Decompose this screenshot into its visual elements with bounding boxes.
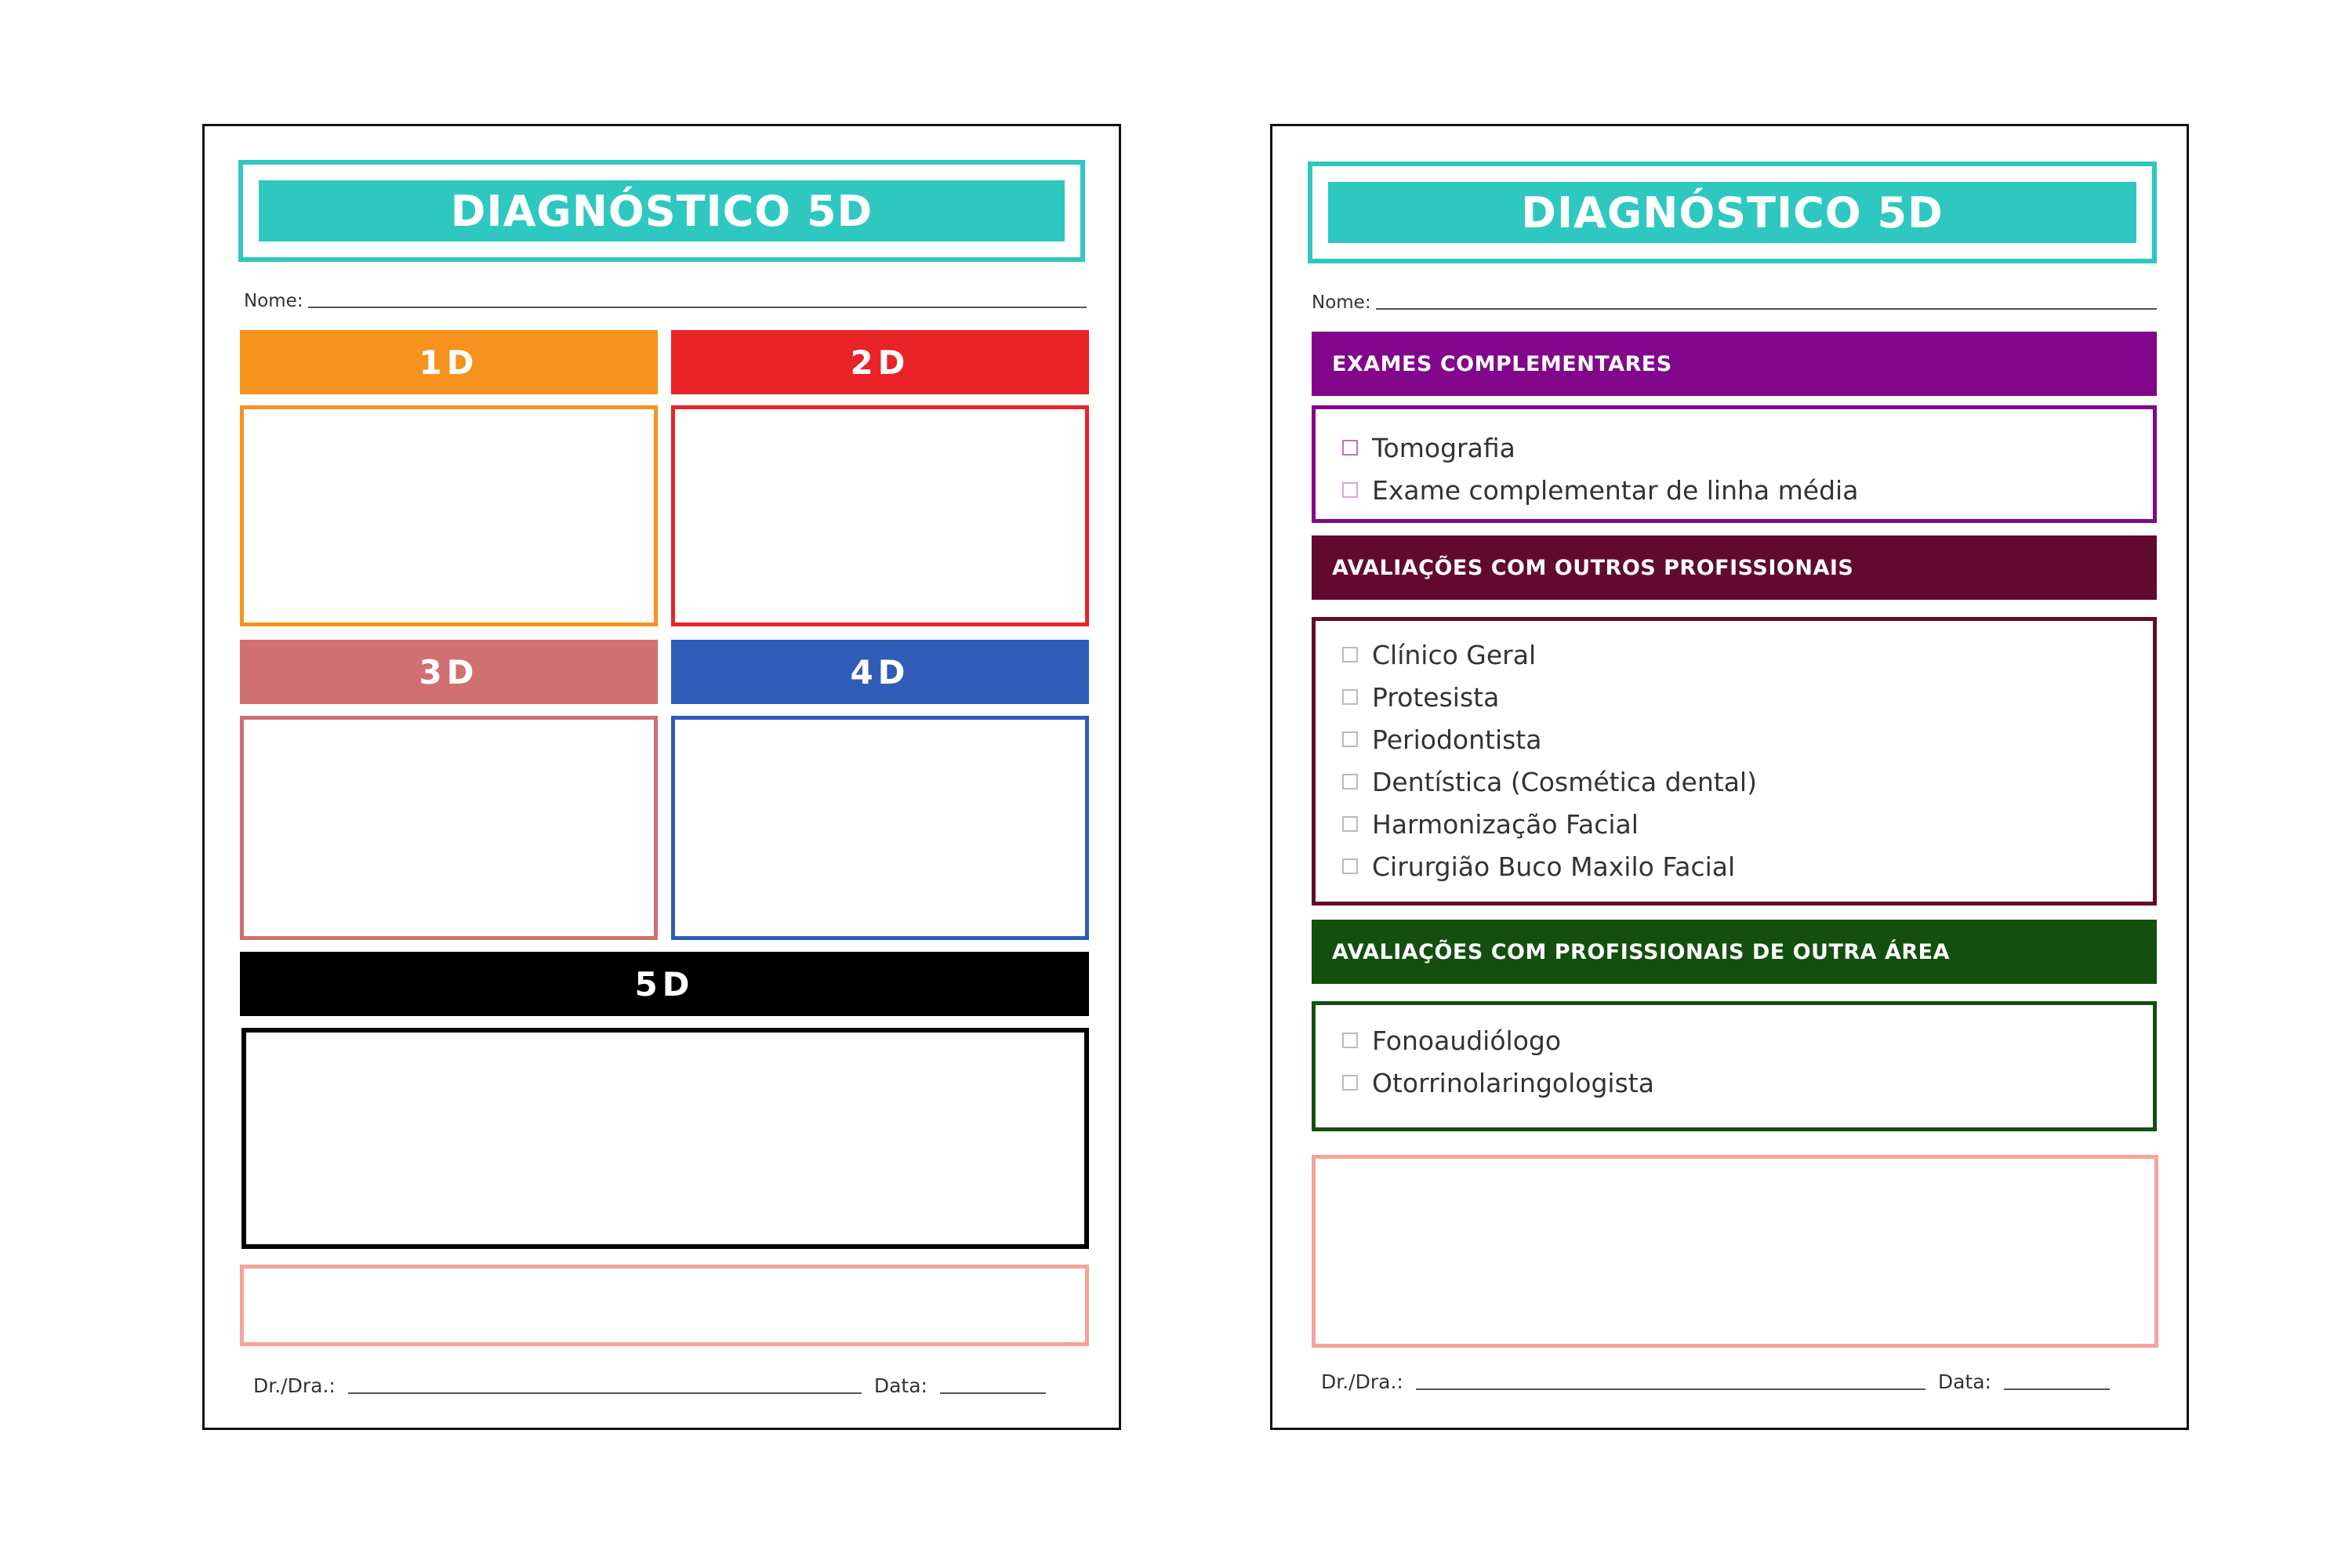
item-label: Protesista bbox=[1372, 681, 1500, 713]
outros-header: AVALIAÇÕES COM OUTROS PROFISSIONAIS bbox=[1312, 535, 2157, 600]
diagnostico-page-right bbox=[1270, 124, 2189, 1430]
checkbox[interactable] bbox=[1342, 482, 1358, 498]
doctor-label: Dr./Dra.: bbox=[253, 1374, 336, 1397]
name-field[interactable] bbox=[308, 307, 1087, 308]
footer bbox=[253, 1369, 1076, 1397]
item-label: Harmonização Facial bbox=[1372, 808, 1639, 840]
section-4d-box[interactable] bbox=[671, 716, 1089, 940]
section-1d-box[interactable] bbox=[240, 405, 658, 626]
section-4d-header: 4D bbox=[671, 640, 1089, 704]
checkbox[interactable] bbox=[1342, 731, 1358, 747]
title-frame bbox=[1308, 162, 2157, 263]
footer bbox=[1321, 1365, 2144, 1393]
checklist-item[interactable] bbox=[1342, 1019, 2153, 1062]
checkbox[interactable] bbox=[1342, 858, 1358, 874]
doctor-field[interactable] bbox=[1416, 1388, 1926, 1390]
outra-area-header: AVALIAÇÕES COM PROFISSIONAIS DE OUTRA ÁREA bbox=[1312, 920, 2157, 984]
item-label: Clínico Geral bbox=[1372, 639, 1537, 670]
checkbox[interactable] bbox=[1342, 1033, 1358, 1048]
checklist-item[interactable] bbox=[1342, 803, 2153, 845]
outra-area-box bbox=[1312, 1001, 2157, 1131]
section-5d-header: 5D bbox=[240, 952, 1089, 1016]
checkbox[interactable] bbox=[1342, 816, 1358, 832]
exames-header: EXAMES COMPLEMENTARES bbox=[1312, 332, 2157, 396]
checkbox[interactable] bbox=[1342, 689, 1358, 705]
notes-box[interactable] bbox=[240, 1265, 1089, 1346]
name-field[interactable] bbox=[1376, 308, 2157, 310]
section-2d-box[interactable] bbox=[671, 405, 1089, 626]
page-title: DIAGNÓSTICO 5D bbox=[1328, 182, 2136, 243]
doctor-field[interactable] bbox=[348, 1392, 862, 1394]
name-row bbox=[1312, 285, 2157, 313]
doctor-label: Dr./Dra.: bbox=[1321, 1370, 1403, 1393]
date-label: Data: bbox=[1937, 1370, 1991, 1393]
outros-box bbox=[1312, 617, 2157, 906]
name-row bbox=[244, 283, 1087, 311]
section-1d-header: 1D bbox=[240, 330, 658, 394]
section-5d-box[interactable] bbox=[241, 1028, 1089, 1249]
checklist-item[interactable] bbox=[1342, 760, 2153, 803]
page-title: DIAGNÓSTICO 5D bbox=[259, 180, 1065, 241]
checkbox[interactable] bbox=[1342, 774, 1358, 789]
checkbox[interactable] bbox=[1342, 440, 1358, 456]
name-label: Nome: bbox=[1312, 292, 1371, 313]
section-3d-header: 3D bbox=[240, 640, 658, 704]
item-label: Cirurgião Buco Maxilo Facial bbox=[1372, 851, 1736, 882]
date-field[interactable] bbox=[940, 1392, 1046, 1394]
checkbox[interactable] bbox=[1342, 1075, 1358, 1091]
item-label: Periodontista bbox=[1372, 724, 1542, 755]
checklist-item[interactable] bbox=[1342, 426, 2153, 469]
checkbox[interactable] bbox=[1342, 647, 1358, 662]
notes-box[interactable] bbox=[1312, 1155, 2158, 1348]
name-label: Nome: bbox=[244, 291, 303, 311]
checklist-item[interactable] bbox=[1342, 718, 2153, 760]
item-label: Otorrinolaringologista bbox=[1372, 1067, 1654, 1098]
title-frame bbox=[238, 160, 1085, 262]
diagnostico-page-left bbox=[202, 124, 1121, 1430]
checklist-item[interactable] bbox=[1342, 633, 2153, 676]
item-label: Exame complementar de linha média bbox=[1372, 474, 1859, 506]
date-label: Data: bbox=[873, 1374, 927, 1397]
section-3d-box[interactable] bbox=[240, 716, 658, 940]
item-label: Fonoaudiólogo bbox=[1372, 1025, 1562, 1056]
exames-box bbox=[1312, 405, 2157, 523]
checklist-item[interactable] bbox=[1342, 469, 2153, 511]
checklist-item[interactable] bbox=[1342, 676, 2153, 718]
item-label: Dentística (Cosmética dental) bbox=[1372, 766, 1757, 797]
checklist-item[interactable] bbox=[1342, 845, 2153, 887]
item-label: Tomografia bbox=[1372, 432, 1515, 463]
checklist-item[interactable] bbox=[1342, 1062, 2153, 1104]
date-field[interactable] bbox=[2004, 1388, 2110, 1390]
section-2d-header: 2D bbox=[671, 330, 1089, 394]
